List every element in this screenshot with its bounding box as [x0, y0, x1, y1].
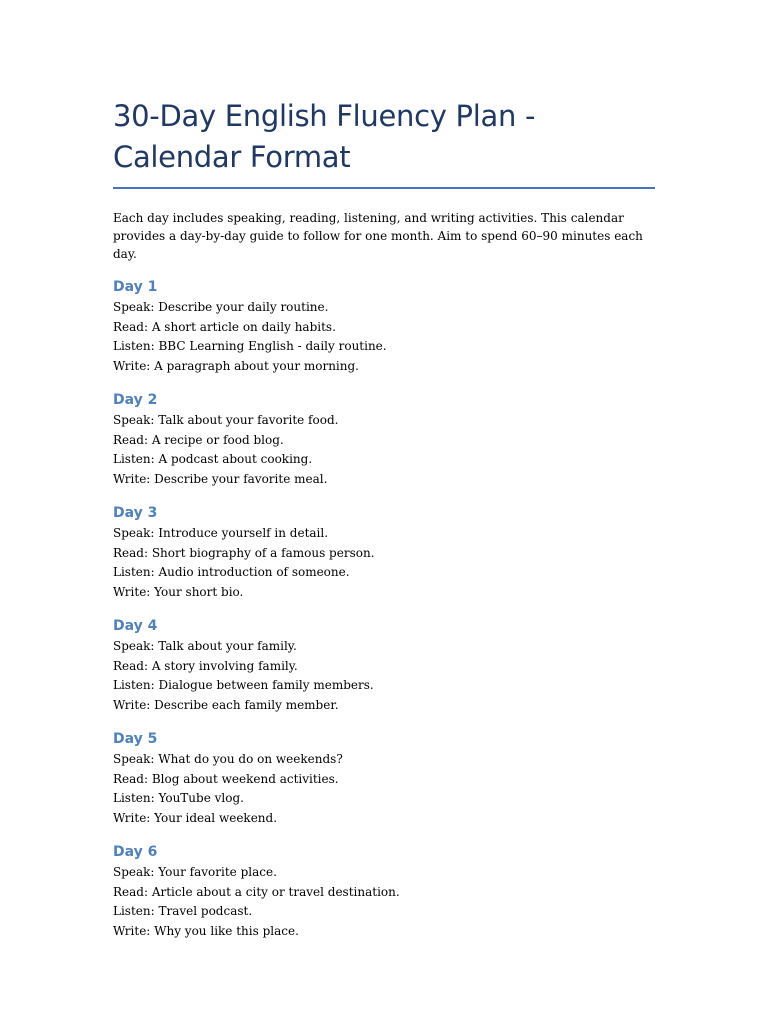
speak-activity: Speak: Your favorite place.: [113, 865, 277, 879]
day-section: [113, 391, 655, 489]
speak-activity: Speak: Talk about your favorite food.: [113, 413, 339, 427]
day-section: [113, 843, 655, 941]
speak-activity: Speak: What do you do on weekends?: [113, 752, 343, 766]
read-activity: Read: A recipe or food blog.: [113, 432, 284, 447]
listen-activity: Listen: Dialogue between family members.: [113, 678, 374, 692]
read-activity: Read: A story involving family.: [113, 658, 298, 673]
page-title: 30-Day English Fluency Plan - Calendar Format: [113, 96, 655, 189]
read-activity: Read: Blog about weekend activities.: [113, 771, 339, 786]
day-heading: Day 1: [113, 279, 158, 295]
read-activity: Read: Short biography of a famous person.: [113, 545, 375, 560]
write-activity: Write: Why you like this place.: [113, 923, 299, 938]
read-activity: Read: A short article on daily habits.: [113, 319, 336, 334]
day-heading: Day 2: [113, 392, 158, 408]
read-activity: Read: Article about a city or travel destination.: [113, 884, 400, 899]
intro-paragraph: Each day includes speaking, reading, listening, and writing activities. This calendar provides a day-by-day guide to follow for one month. Aim to spend 60–90 minutes each day.: [113, 211, 643, 261]
day-heading: Day 6: [113, 844, 158, 860]
day-section: [113, 278, 655, 376]
day-heading: Day 5: [113, 731, 158, 747]
listen-activity: Listen: Audio introduction of someone.: [113, 565, 350, 579]
day-section: [113, 504, 655, 602]
day-heading: Day 4: [113, 618, 158, 634]
speak-activity: Speak: Talk about your family.: [113, 639, 297, 653]
day-section: [113, 617, 655, 715]
day-section: [113, 730, 655, 828]
speak-activity: Speak: Introduce yourself in detail.: [113, 526, 329, 540]
listen-activity: Listen: A podcast about cooking.: [113, 452, 313, 466]
write-activity: Write: Describe each family member.: [113, 697, 339, 712]
speak-activity: Speak: Describe your daily routine.: [113, 300, 329, 314]
day-heading: Day 3: [113, 505, 158, 521]
write-activity: Write: Your short bio.: [113, 584, 244, 599]
write-activity: Write: Your ideal weekend.: [113, 810, 278, 825]
listen-activity: Listen: BBC Learning English - daily routine.: [113, 339, 387, 353]
write-activity: Write: Describe your favorite meal.: [113, 471, 328, 486]
listen-activity: Listen: YouTube vlog.: [113, 791, 244, 805]
document-page: [113, 96, 655, 941]
write-activity: Write: A paragraph about your morning.: [113, 358, 359, 373]
listen-activity: Listen: Travel podcast.: [113, 904, 253, 918]
